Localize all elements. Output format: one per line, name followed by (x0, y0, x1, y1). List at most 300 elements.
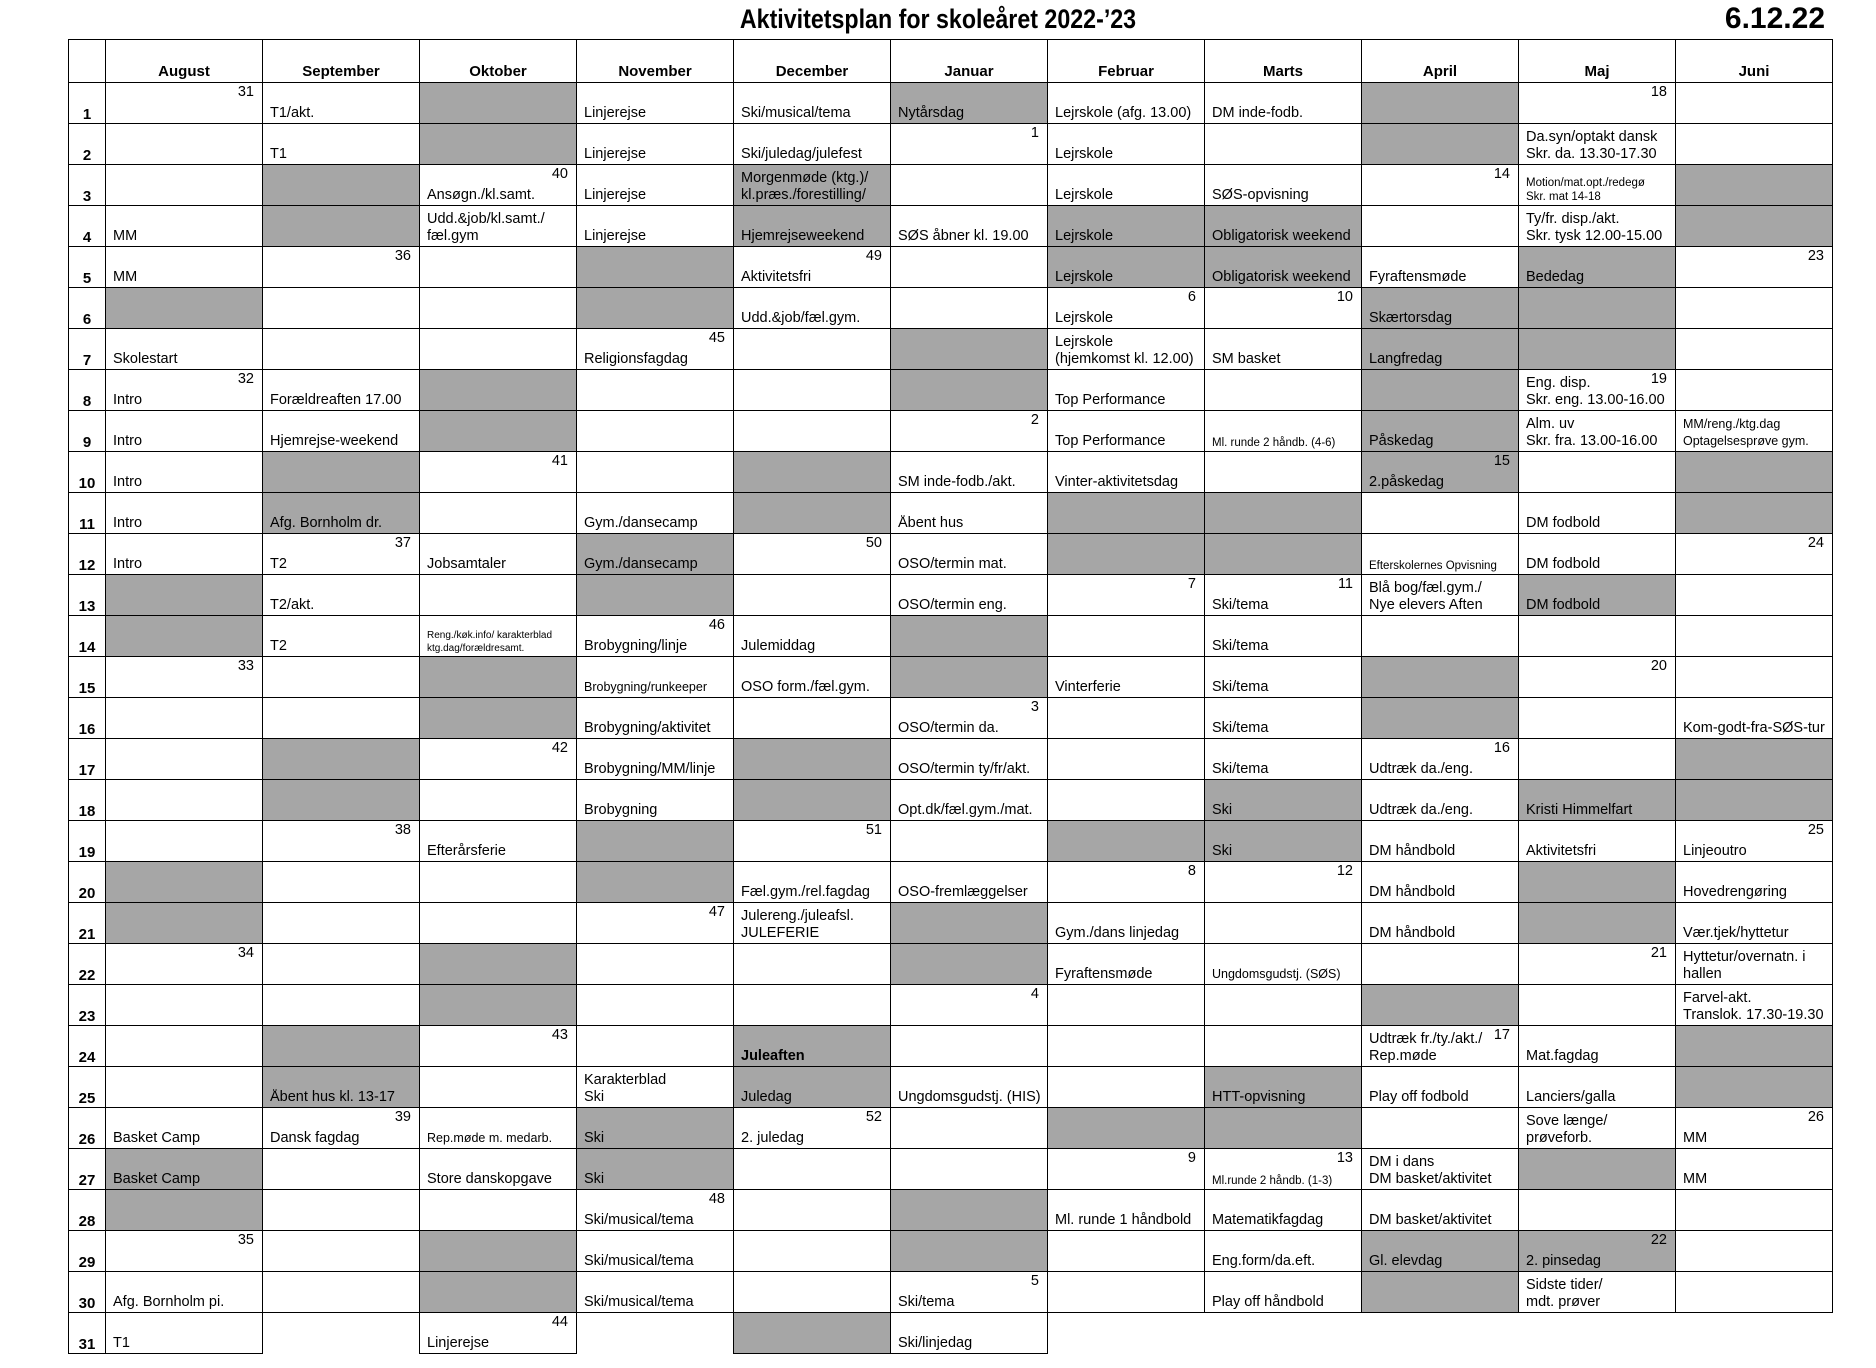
calendar-cell-juni (1676, 616, 1833, 657)
calendar-cell-januar (891, 370, 1048, 411)
calendar-cell-februar (1048, 739, 1205, 780)
calendar-cell-august (106, 1313, 263, 1354)
calendar-cell-juni (1676, 944, 1833, 985)
calendar-cell-december (734, 206, 891, 247)
week-number: 34 (237, 945, 254, 961)
calendar-cell-marts (1205, 206, 1362, 247)
calendar-cell-juni (1676, 780, 1833, 821)
activity-text: Lejrskole (1055, 187, 1114, 203)
calendar-cell-april (1362, 247, 1519, 288)
calendar-cell-december (734, 903, 891, 944)
activity-text: Vinter-aktivitetsdag (1055, 474, 1179, 490)
calendar-cell-september (263, 1067, 420, 1108)
calendar-cell-oktober (420, 1067, 577, 1108)
week-number: 8 (1187, 863, 1196, 879)
calendar-cell-oktober (420, 1231, 577, 1272)
calendar-cell-oktober (420, 411, 577, 452)
week-number: 49 (865, 248, 882, 264)
day-number: 15 (69, 657, 106, 698)
calendar-cell-maj (1519, 370, 1676, 411)
activity-text: Linjerejse (584, 187, 647, 203)
week-number: 21 (1650, 945, 1667, 961)
activity-text: OSO/termin ty/fr/akt. (898, 761, 1031, 777)
activity-text: Intro (113, 474, 143, 490)
activity-text: Sove længe/ prøveforb. (1526, 1113, 1608, 1146)
calendar-cell-december (734, 575, 891, 616)
calendar-cell-september (263, 821, 420, 862)
activity-text: SØS-opvisning (1212, 187, 1309, 203)
calendar-cell-oktober (420, 534, 577, 575)
calendar-cell-juni (1676, 534, 1833, 575)
calendar-cell-maj (1519, 1190, 1676, 1231)
calendar-cell-marts (1205, 1108, 1362, 1149)
calendar-cell-september (263, 1190, 420, 1231)
activity-text: Aktivitetsfri (1526, 843, 1597, 859)
calendar-cell-april (1362, 329, 1519, 370)
month-header-august: August (106, 40, 263, 83)
calendar-cell-marts (1205, 575, 1362, 616)
day-row (69, 493, 1833, 534)
activity-text: Ski (584, 1171, 605, 1187)
week-number: 14 (1493, 166, 1510, 182)
day-number: 21 (69, 903, 106, 944)
activity-text: MM (1683, 1130, 1708, 1146)
activity-text: DM i dans DM basket/aktivitet (1369, 1154, 1492, 1187)
calendar-cell-september (263, 616, 420, 657)
week-number: 6 (1187, 289, 1196, 305)
calendar-cell-december (734, 1190, 891, 1231)
activity-text: Udd.&job/kl.samt./ fæl.gym (427, 211, 545, 244)
calendar-cell-januar (891, 985, 1048, 1026)
calendar-cell-december (734, 698, 891, 739)
day-row (69, 411, 1833, 452)
calendar-cell-februar (1048, 1149, 1205, 1190)
calendar-cell-september (263, 1231, 420, 1272)
activity-text: Ski/musical/tema (584, 1253, 694, 1269)
day-number: 5 (69, 247, 106, 288)
calendar-cell-februar (1048, 1190, 1205, 1231)
calendar-cell-juni (1676, 493, 1833, 534)
calendar-cell-januar (891, 206, 1048, 247)
calendar-cell-april (1362, 493, 1519, 534)
calendar-cell-juni (1676, 83, 1833, 124)
calendar-cell-april (1362, 1313, 1519, 1354)
calendar-cell-december (734, 616, 891, 657)
calendar-cell-april (1362, 1108, 1519, 1149)
calendar-cell-februar (1048, 329, 1205, 370)
day-number: 13 (69, 575, 106, 616)
week-number: 3 (1030, 699, 1039, 715)
calendar-cell-marts (1205, 493, 1362, 534)
day-number: 4 (69, 206, 106, 247)
activity-text: Ungdomsgudstj. (SØS) (1212, 967, 1341, 981)
activity-text: Farvel-akt. Translok. 17.30-19.30 (1683, 990, 1824, 1023)
calendar-cell-marts (1205, 534, 1362, 575)
calendar-cell-maj (1519, 739, 1676, 780)
calendar-cell-maj (1519, 493, 1676, 534)
calendar-cell-november (577, 370, 734, 411)
activity-text: Gl. elevdag (1369, 1253, 1443, 1269)
calendar-cell-august (106, 1026, 263, 1067)
calendar-cell-september (263, 739, 420, 780)
calendar-cell-januar (891, 1026, 1048, 1067)
week-number: 24 (1807, 535, 1824, 551)
calendar-cell-september (263, 83, 420, 124)
activity-text: Store danskopgave (427, 1171, 552, 1187)
day-row (69, 452, 1833, 493)
calendar-cell-september (263, 370, 420, 411)
activity-text: 2. juledag (741, 1130, 804, 1146)
activity-text: Lanciers/galla (1526, 1089, 1616, 1105)
activity-text: Ski/juledag/julefest (741, 146, 862, 162)
calendar-cell-august (106, 83, 263, 124)
week-number: 23 (1807, 248, 1824, 264)
activity-text: Aktivitetsfri (741, 269, 812, 285)
activity-text: T1 (270, 146, 287, 162)
calendar-cell-april (1362, 657, 1519, 698)
activity-text: Ungdomsgudstj. (HIS) (898, 1089, 1041, 1105)
calendar-cell-maj (1519, 1026, 1676, 1067)
calendar-cell-maj (1519, 944, 1676, 985)
calendar-cell-maj (1519, 780, 1676, 821)
activity-text: Brobygning (584, 802, 658, 818)
calendar-cell-august (106, 903, 263, 944)
calendar-cell-oktober (420, 1272, 577, 1313)
calendar-cell-december (734, 1149, 891, 1190)
month-header-april: April (1362, 40, 1519, 83)
calendar-cell-juni (1676, 124, 1833, 165)
day-row (69, 1231, 1833, 1272)
calendar-cell-maj (1519, 698, 1676, 739)
activity-text: Motion/mat.opt./redegø Skr. mat 14-18 (1526, 177, 1645, 203)
calendar-cell-september (263, 1272, 420, 1313)
calendar-cell-april (1362, 780, 1519, 821)
activity-text: Linjerejse (427, 1335, 490, 1351)
calendar-cell-februar (1048, 1108, 1205, 1149)
page-title: Aktivitetsplan for skoleåret 2022-’23 (739, 4, 1137, 34)
day-row (69, 124, 1833, 165)
activity-text: Skolestart (113, 351, 178, 367)
calendar-cell-marts (1205, 1067, 1362, 1108)
day-row (69, 575, 1833, 616)
day-row (69, 1067, 1833, 1108)
day-number: 17 (69, 739, 106, 780)
calendar-cell-april (1362, 575, 1519, 616)
calendar-cell-december (734, 1231, 891, 1272)
activity-text: SM inde-fodb./akt. (898, 474, 1016, 490)
day-number: 9 (69, 411, 106, 452)
calendar-cell-februar (1048, 1313, 1205, 1354)
week-number: 42 (551, 740, 568, 756)
calendar-cell-maj (1519, 657, 1676, 698)
day-row (69, 903, 1833, 944)
calendar-cell-april (1362, 165, 1519, 206)
calendar-cell-oktober (420, 739, 577, 780)
calendar-cell-maj (1519, 411, 1676, 452)
calendar-cell-februar (1048, 1067, 1205, 1108)
calendar-cell-april (1362, 452, 1519, 493)
calendar-cell-januar (891, 452, 1048, 493)
calendar-cell-april (1362, 370, 1519, 411)
calendar-cell-juni (1676, 247, 1833, 288)
calendar-cell-april (1362, 206, 1519, 247)
week-number: 10 (1336, 289, 1353, 305)
activity-text: Efterskolernes Opvisning (1369, 560, 1497, 572)
week-number: 50 (865, 535, 882, 551)
activity-text: DM fodbold (1526, 515, 1601, 531)
month-header-februar: Februar (1048, 40, 1205, 83)
activity-text: Vinterferie (1055, 679, 1121, 695)
calendar-cell-juni (1676, 1190, 1833, 1231)
calendar-cell-juni (1676, 1149, 1833, 1190)
day-number: 27 (69, 1149, 106, 1190)
calendar-cell-marts (1205, 698, 1362, 739)
activity-text: DM håndbold (1369, 843, 1456, 859)
day-number: 19 (69, 821, 106, 862)
calendar-cell-november (577, 1067, 734, 1108)
calendar-cell-september (263, 493, 420, 534)
calendar-cell-februar (1048, 944, 1205, 985)
activity-text: Gym./dansecamp (584, 515, 698, 531)
activity-text: Linjerejse (584, 105, 647, 121)
week-number: 25 (1807, 822, 1824, 838)
calendar-cell-april (1362, 739, 1519, 780)
calendar-cell-november (577, 1026, 734, 1067)
calendar-cell-november (577, 575, 734, 616)
week-number: 26 (1807, 1109, 1824, 1125)
day-row (69, 370, 1833, 411)
calendar-cell-november (577, 124, 734, 165)
day-number: 28 (69, 1190, 106, 1231)
activity-text: Reng./køk.info/ karakterblad ktg.dag/forældresamt. (427, 630, 553, 654)
activity-text: HTT-opvisning (1212, 1089, 1306, 1105)
activity-text: Ansøgn./kl.samt. (427, 187, 535, 203)
activity-text: DM håndbold (1369, 925, 1456, 941)
calendar-cell-maj (1519, 985, 1676, 1026)
activity-text: Karakterblad Ski (584, 1072, 667, 1105)
day-row (69, 1108, 1833, 1149)
activity-text: Ml.runde 2 håndb. (1-3) (1212, 1175, 1333, 1187)
day-number: 26 (69, 1108, 106, 1149)
calendar-cell-september (263, 903, 420, 944)
activity-text: Intro (113, 515, 143, 531)
calendar-cell-oktober (420, 493, 577, 534)
calendar-cell-december (734, 288, 891, 329)
calendar-cell-januar (891, 493, 1048, 534)
calendar-cell-april (1362, 616, 1519, 657)
day-row (69, 247, 1833, 288)
calendar-cell-januar (891, 1067, 1048, 1108)
calendar-cell-marts (1205, 83, 1362, 124)
month-header-row (69, 40, 1833, 83)
week-number: 15 (1493, 453, 1510, 469)
week-number: 47 (708, 904, 725, 920)
calendar-cell-november (577, 206, 734, 247)
activity-text: T1/akt. (270, 105, 315, 121)
calendar-cell-juni (1676, 370, 1833, 411)
activity-text: Da.syn/optakt dansk Skr. da. 13.30-17.30 (1526, 129, 1658, 162)
calendar-cell-december (734, 1067, 891, 1108)
activity-text: Morgenmøde (ktg.)/ kl.præs./forestilling/ (741, 170, 869, 203)
week-number: 12 (1336, 863, 1353, 879)
calendar-cell-marts (1205, 1149, 1362, 1190)
day-row (69, 616, 1833, 657)
activity-text: Juledag (741, 1089, 792, 1105)
calendar-cell-januar (891, 739, 1048, 780)
activity-text: Top Performance (1055, 392, 1166, 408)
week-number: 1 (1030, 125, 1039, 141)
activity-text: Basket Camp (113, 1171, 201, 1187)
calendar-cell-juni (1676, 1313, 1833, 1354)
activity-text: Åbent hus kl. 13-17 (270, 1089, 395, 1105)
day-number: 11 (69, 493, 106, 534)
day-number: 30 (69, 1272, 106, 1313)
calendar-cell-marts (1205, 985, 1362, 1026)
activity-text: Kristi Himmelfart (1526, 802, 1633, 818)
calendar-cell-februar (1048, 616, 1205, 657)
day-row (69, 862, 1833, 903)
activity-text: Intro (113, 392, 143, 408)
calendar-cell-september (263, 780, 420, 821)
calendar-cell-juni (1676, 329, 1833, 370)
calendar-cell-april (1362, 83, 1519, 124)
activity-text: MM/reng./ktg.dag Optagelsesprøve gym. (1683, 417, 1809, 448)
calendar-cell-april (1362, 1231, 1519, 1272)
calendar-cell-marts (1205, 247, 1362, 288)
calendar-cell-august (106, 821, 263, 862)
calendar-cell-november (577, 862, 734, 903)
calendar-cell-august (106, 944, 263, 985)
calendar-cell-februar (1048, 698, 1205, 739)
calendar-cell-oktober (420, 370, 577, 411)
activity-text: Obligatorisk weekend (1212, 269, 1351, 285)
day-number: 14 (69, 616, 106, 657)
month-header-oktober: Oktober (420, 40, 577, 83)
calendar-cell-januar (891, 944, 1048, 985)
week-number: 31 (237, 84, 254, 100)
activity-text: Nytårsdag (898, 105, 965, 121)
calendar-cell-juni (1676, 903, 1833, 944)
calendar-cell-januar (891, 903, 1048, 944)
calendar-cell-september (263, 657, 420, 698)
calendar-cell-november (577, 657, 734, 698)
calendar-cell-august (106, 1108, 263, 1149)
calendar-cell-februar (1048, 83, 1205, 124)
calendar-cell-november (577, 698, 734, 739)
activity-text: Play off fodbold (1369, 1089, 1469, 1105)
week-number: 41 (551, 453, 568, 469)
calendar-cell-november (577, 288, 734, 329)
day-number: 10 (69, 452, 106, 493)
activity-text: OSO-fremlæggelser (898, 884, 1028, 900)
day-row (69, 206, 1833, 247)
day-number: 18 (69, 780, 106, 821)
calendar-cell-september (263, 534, 420, 575)
calendar-cell-marts (1205, 821, 1362, 862)
calendar-cell-februar (1048, 780, 1205, 821)
day-row (69, 83, 1833, 124)
calendar-cell-maj (1519, 124, 1676, 165)
activity-text: Rep.møde m. medarb. (427, 1131, 553, 1145)
activity-text: Mat.fagdag (1526, 1048, 1599, 1064)
activity-text: Ski/tema (1212, 597, 1269, 613)
calendar-cell-april (1362, 411, 1519, 452)
calendar-cell-maj (1519, 616, 1676, 657)
calendar-cell-august (106, 493, 263, 534)
week-number: 19 (1650, 371, 1667, 387)
activity-text: DM håndbold (1369, 884, 1456, 900)
calendar-cell-december (734, 1313, 891, 1354)
day-number: 24 (69, 1026, 106, 1067)
calendar-cell-november (577, 780, 734, 821)
calendar-cell-januar (891, 165, 1048, 206)
calendar-cell-december (734, 1108, 891, 1149)
calendar-cell-november (577, 821, 734, 862)
activity-text: Juleaften (741, 1048, 805, 1064)
calendar-cell-marts (1205, 616, 1362, 657)
calendar-cell-december (734, 370, 891, 411)
calendar-cell-oktober (420, 329, 577, 370)
day-number: 22 (69, 944, 106, 985)
calendar-cell-maj (1519, 1231, 1676, 1272)
calendar-cell-maj (1519, 1108, 1676, 1149)
calendar-cell-september (263, 1313, 420, 1354)
activity-text: Julereng./juleafsl. JULEFERIE (741, 908, 854, 941)
calendar-cell-marts (1205, 862, 1362, 903)
calendar-cell-september (263, 944, 420, 985)
activity-text: OSO/termin mat. (898, 556, 1007, 572)
activity-text: Lejrskole (hjemkomst kl. 12.00) (1055, 334, 1194, 367)
day-row (69, 165, 1833, 206)
calendar-cell-januar (891, 83, 1048, 124)
calendar-cell-maj (1519, 1313, 1676, 1354)
activity-text: Brobygning/aktivitet (584, 720, 711, 736)
activity-text: Alm. uv Skr. fra. 13.00-16.00 (1526, 416, 1658, 449)
calendar-cell-december (734, 165, 891, 206)
activity-text: Fyraftensmøde (1369, 269, 1467, 285)
activity-text: Ski/tema (898, 1294, 955, 1310)
activity-text: Ski (1212, 802, 1233, 818)
activity-text: Vær.tjek/hyttetur (1683, 925, 1789, 941)
activity-text: Ty/fr. disp./akt. Skr. tysk 12.00-15.00 (1526, 211, 1663, 244)
calendar-cell-februar (1048, 862, 1205, 903)
activity-text: T1 (113, 1335, 130, 1351)
day-number: 2 (69, 124, 106, 165)
calendar-cell-januar (891, 1190, 1048, 1231)
calendar-cell-november (577, 1272, 734, 1313)
calendar-cell-marts (1205, 1190, 1362, 1231)
month-header-juni: Juni (1676, 40, 1833, 83)
calendar-cell-juni (1676, 1272, 1833, 1313)
calendar-cell-februar (1048, 124, 1205, 165)
month-header-marts: Marts (1205, 40, 1362, 83)
calendar-cell-august (106, 247, 263, 288)
calendar-cell-januar (891, 821, 1048, 862)
calendar-cell-marts (1205, 452, 1362, 493)
day-row (69, 1149, 1833, 1190)
calendar-cell-oktober (420, 862, 577, 903)
calendar-cell-juni (1676, 288, 1833, 329)
calendar-cell-december (734, 1026, 891, 1067)
calendar-cell-oktober (420, 124, 577, 165)
activity-text: OSO form./fæl.gym. (741, 679, 870, 695)
day-row (69, 821, 1833, 862)
calendar-cell-april (1362, 944, 1519, 985)
day-row (69, 944, 1833, 985)
calendar-cell-december (734, 821, 891, 862)
activity-text: DM fodbold (1526, 556, 1601, 572)
activity-text: Brobygning/MM/linje (584, 761, 716, 777)
